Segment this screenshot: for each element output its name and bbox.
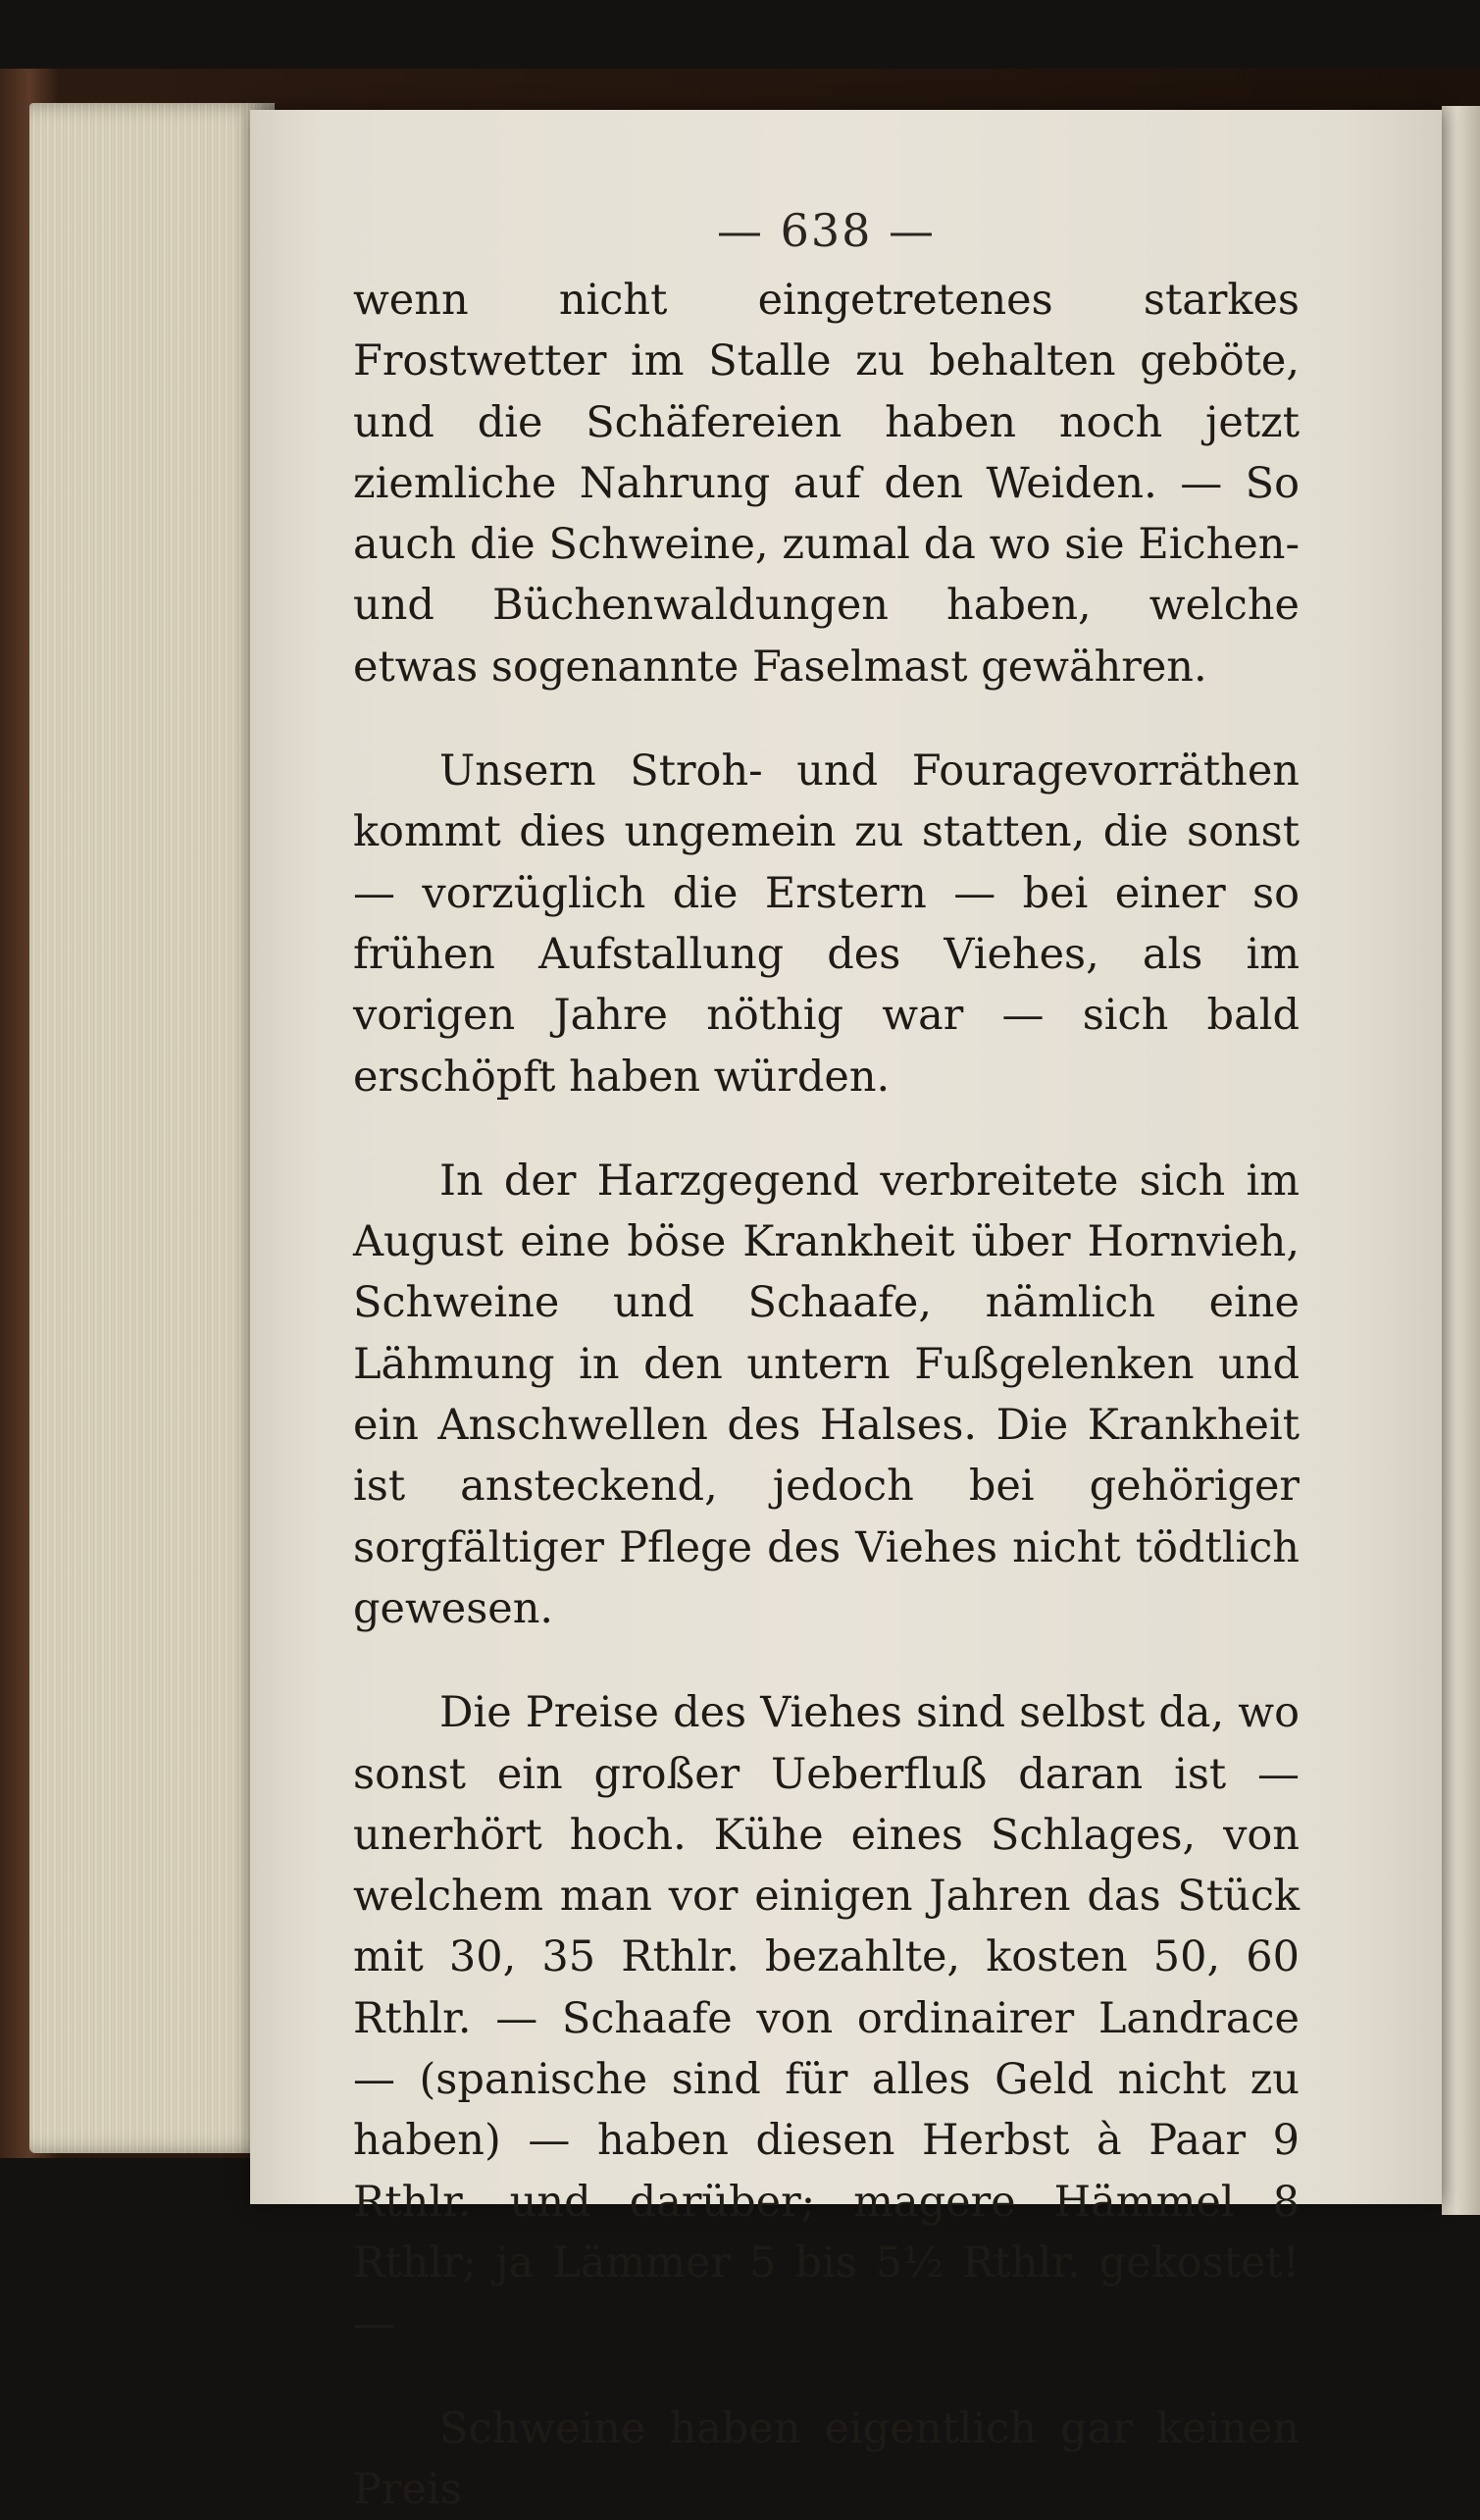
page-number: — 638 — — [353, 201, 1300, 270]
paragraph: wenn nicht eingetretenes starkes Frostwetter im Stalle zu behalten geböte, und die Schäfereien haben noch jetzt ziemliche Nahrung auf den Weiden. — So auch die Schweine, zumal da wo sie Eichen- und Büchenwaldungen haben, welche etwas sogenannte Faselmast gewähren. — [353, 270, 1300, 697]
paragraph: Die Preise des Viehes sind selbst da, wo sonst ein großer Ueberfluß daran ist — unerhört hoch. Kühe eines Schlages, von welchem man vor einigen Jahren das Stück mit 30, 35 Rthlr. bezahlte, kosten 50, 60 Rthlr. — Schaafe von ordinairer Landrace — (spanische sind für alles Geld nicht zu haben) — haben diesen Herbst à Paar 9 Rthlr. und darüber; magere Hämmel 8 Rthlr; ja Lämmer 5 bis 5½ Rthlr. gekostet! — — [353, 1682, 1300, 2354]
facing-page-edge — [1442, 106, 1480, 2215]
paragraph: Schweine haben eigentlich gar keinen Preis — [353, 2398, 1300, 2520]
page-content — [353, 201, 1300, 2520]
paragraph: Unsern Stroh- und Fouragevorräthen kommt dies ungemein zu statten, die sonst — vorzüglich die Erstern — bei einer so frühen Aufstallung des Viehes, als im vorigen Jahre nöthig war — sich bald erschöpft haben würden. — [353, 741, 1300, 1107]
page-edges — [29, 103, 275, 2153]
paragraph: In der Harzgegend verbreitete sich im August eine böse Krankheit über Hornvieh, Schweine und Schaafe, nämlich eine Lähmung in den untern Fußgelenken und ein Anschwellen des Halses. Die Krankheit ist ansteckend, jedoch bei gehöriger sorgfältiger Pflege des Viehes nicht tödtlich gewesen. — [353, 1151, 1300, 1639]
